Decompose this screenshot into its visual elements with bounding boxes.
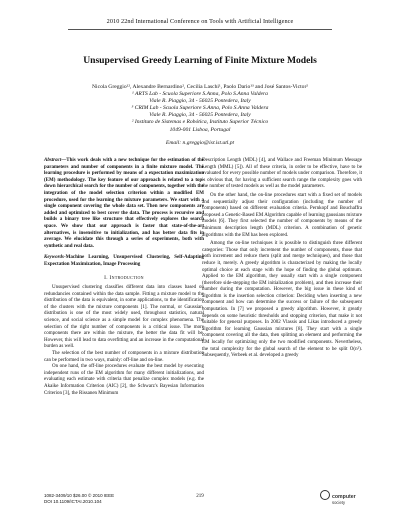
abstract-label: Abstract xyxy=(44,158,62,163)
logo-text-computer: computer xyxy=(332,494,356,500)
keywords-label: Keywords xyxy=(44,255,64,261)
affiliation-ist-2: 1049-001 Lisboa, Portugal xyxy=(169,126,231,133)
body-paragraph-3: Among the on-line techniques it is possible to distinguish three different categories: Those that only increment the number of components, those that both increment and reduce them (split and merge techniques), and those that reduce it, merely. A greedy algorithm is characterized by making the locally optimal choice at each stage with the hope of finding the global optimum. Applied to the EM algorithm, they usually start with a single component (therefore side-stepping the EM initialization problem), and then increase their number during the computation. However, the big issue in these kind of algorithm is the insertion selection criterion: Deciding when inserting a new component and how can determine the success or failure of the subsequent computation. In [7] we proposed a greedy algorithm. However, it greatly depends on some heuristic thresholds and stopping criterion, that make it not suitable for general purposes. In 2002 Vlassis and Likas introduced a greedy algorithm for learning Gaussian mixtures [8]. They start with a single component covering all the data, then splitting an element and performing the EM locally for optimizing only the two modified components. Nevertheless, the total complexity for the global search of the element to be split O(n²). Subsequently, Verbeek et al. developed a greedy xyxy=(202,241,362,359)
right-column xyxy=(202,158,362,360)
author-email: Email: n.greggio@isr.ist.utl.pt xyxy=(165,139,235,146)
logo-text-society: society xyxy=(332,500,346,505)
page-number: 219 xyxy=(196,494,204,499)
keywords xyxy=(44,255,204,268)
affiliation-crim-2: Viale R. Piaggio, 34 - 56025 Pontedera, Italy xyxy=(149,112,251,119)
author-names: Nicola Greggio¹², Alexandre Bernardino², Cecilia Laschi¹, Paolo Dario¹³ and José Santos-Victor² xyxy=(92,84,308,90)
section-heading-introduction: I. Introduction xyxy=(104,274,144,281)
paper-title: Unsupervised Greedy Learning of Finite Mixture Models xyxy=(83,55,317,66)
ieee-computer-society-logo xyxy=(320,488,360,506)
left-column xyxy=(44,158,204,397)
header-rule xyxy=(68,29,332,30)
body-paragraph-1: Description Length (MDL) [4], and Wallace and Freeman Minimum Message Length (MML) [5]). All of these criteria, in order to be effective, have to be evaluated for every possible number of models under comparison. Therefore, it is obvious that, for having a sufficient search range the complexity goes with the number of tested models as well as the model parameters. xyxy=(202,158,362,190)
affiliation-arts-1: ¹ ARTS Lab - Scuola Superiore S.Anna, Polo S.Anna Valdera xyxy=(132,91,268,98)
affiliation-ist-1: ² Instituto de Sistemas e Robótica, Instituto Superior Técnico xyxy=(131,119,269,126)
keywords-text: -Machine Learning, Unsupervised Clustering, Self-Adapting Expectation Maximization, Image Processing xyxy=(44,255,204,267)
affiliation-crim-1: ³ CRIM Lab - Scuola Superiore S.Anna, Polo S.Anna Valdera xyxy=(131,105,269,112)
author-block xyxy=(0,84,400,147)
intro-paragraph-3: On one hand, the off-line procedures evaluate the best model by executing independent runs of the EM algorithm for many different initializations, and evaluating each estimate with criteria that penalize complex models (e.g. the Akaike Information Criterion (AIC) [2], the Schwarz's Bayesian Information Criterion [3], the Rissanen Minimum xyxy=(44,364,204,396)
body-paragraph-2: On the other hand, the on-line procedures start with a fixed set of models and sequentially adjust their configuration (including the number of components) based on different evaluation criteria. Pernkopf and Bouchaffra proposed a Genetic-Based EM Algorithm capable of learning gaussians mixture models [6]. They first selected the number of components by means of the minimum description length (MDL) criterion. A combination of genetic algorithms with the EM has been explored. xyxy=(202,192,362,238)
footer-doi: DOI 10.1109/ICTAI.2010.104 xyxy=(44,498,102,504)
affiliation-arts-2: Viale R. Piaggio, 34 - 56025 Pontedera, Italy xyxy=(149,98,251,105)
footer-isbn: 1082-3409/10 $26.00 © 2010 IEEE xyxy=(44,493,115,498)
conference-header: 2010 22nd International Conference on Tools with Artificial Intelligence xyxy=(106,18,294,25)
abstract-text: —This work deals with a new technique for the estimation of the parameters and number of components in a finite mixture model. The learning procedure is performed by means of a expectation maximization (EM) methodology. The key feature of our approach is related to a top-down hierarchical search for the number of components, together with the integration of the model selection criterion within a modified EM procedure, used for the learning the mixture parameters. We start with a single component covering the whole data set. Then new components are added and optimized to best cover the data. The process is recursive and builds a binary tree like structure that effectively explores the search space. We show that our approach is faster that state-of-the-art alternatives, is insensitive to initialization, and has better data fits in average. We elucidate this through a series of experiments, both with synthetic and real data. xyxy=(44,158,204,249)
footer-copyright xyxy=(44,493,114,505)
logo-mark-icon xyxy=(320,490,330,500)
intro-paragraph-2: The selection of the best number of components in a mixture distribution can be performed in two ways, mainly: off-line and on-line. xyxy=(44,351,204,363)
abstract xyxy=(44,158,204,250)
intro-paragraph-1: Unsupervised clustering classifies different data into classes based on redundancies contained within the data sample. Fitting a mixture model to the distribution of the data is equivalent, in some applications, to the identification of the clusters with the mixture components [1]. The normal, or Gaussian, distribution is one of the most widely used, throughout statistics, natural science, and social science as a simple model for complex phenomena. The selection of the right number of components is a critical issue. The more components there are within the mixture, the better the data fit will be. However, this will lead to data overfitting and an increase in the computational burden as well. xyxy=(44,285,204,350)
